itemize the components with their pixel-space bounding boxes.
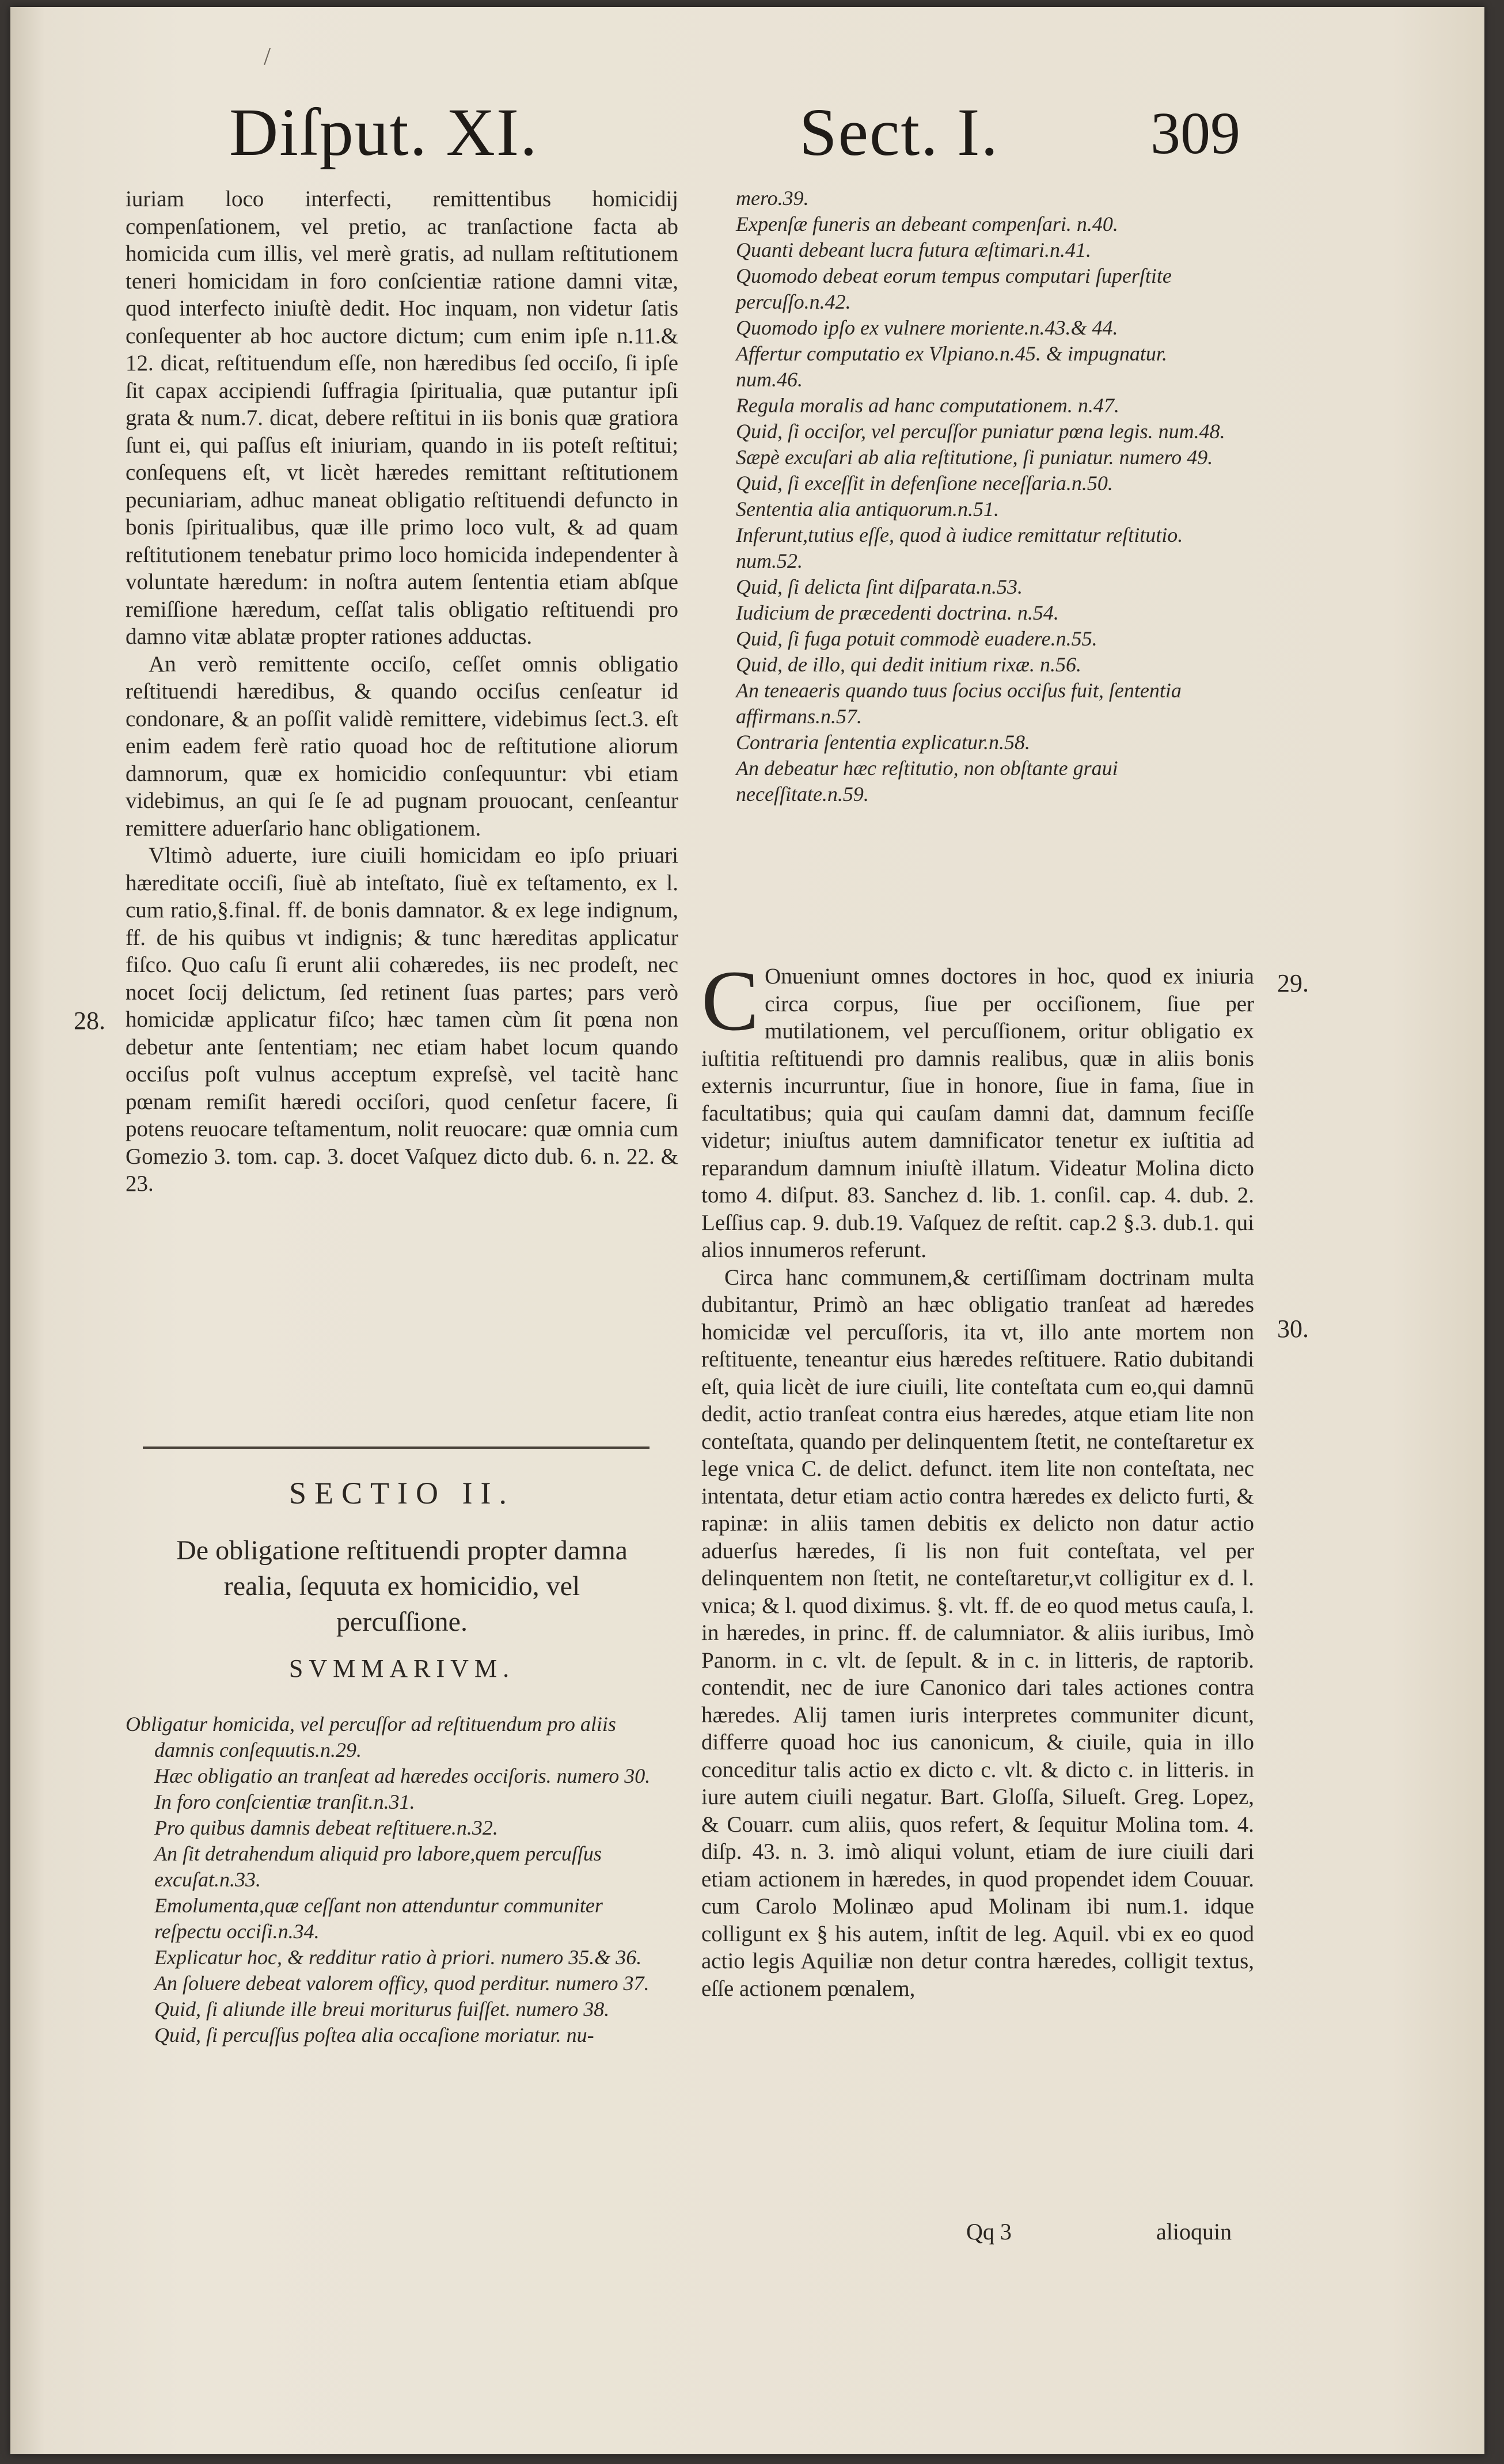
running-head-section: Sect. I. (799, 94, 999, 170)
section-divider-rule (143, 1446, 650, 1449)
summarium-item (707, 315, 1237, 341)
summarium-item-text: Quid, ſi occiſor, vel percuſſor puniatur pœna legis. num.48. (736, 420, 1225, 443)
summarium-item-text: An ſit detrahendum aliquid pro labore,quem percuſſus excuſat.n.33. (154, 1842, 602, 1891)
summarium-item (126, 1789, 655, 1815)
running-head (10, 93, 1484, 174)
section-title: SECTIO II. (289, 1476, 515, 1510)
right-column-body (701, 953, 1254, 2002)
summarium-item (707, 341, 1237, 393)
summarium-item (707, 626, 1237, 652)
paragraph-29 (701, 953, 1254, 1264)
summarium-item (126, 2022, 655, 2048)
summarium-item-text: Quid, ſi delicta ſint diſparata.n.53. (736, 575, 1023, 598)
margin-number-29: 29. (1277, 969, 1309, 997)
signature-mark: Qq 3 (966, 2219, 1012, 2245)
summarium-item (707, 730, 1237, 755)
summarium-item-text: In foro conſcientiæ tranſit.n.31. (154, 1790, 415, 1813)
summarium-list-left (126, 1711, 655, 2048)
summarium-item-text: Quid, ſi fuga potuit commodè euadere.n.55. (736, 627, 1097, 650)
summarium-item (707, 393, 1237, 419)
drop-cap: C (701, 953, 759, 1049)
summarium-item (707, 185, 1237, 211)
summarium-item-text: Explicatur hoc, & redditur ratio à priori. numero 35.& 36. (154, 1946, 642, 1969)
summarium-item-text: An teneaeris quando tuus ſocius occiſus fuit, ſententia affirmans.n.57. (736, 679, 1182, 728)
summarium-item-text: mero.39. (736, 187, 809, 210)
summarium-item-text: Expenſæ funeris an debeant compenſari. n.40. (736, 212, 1118, 236)
left-paragraph-2 (126, 651, 678, 842)
summarium-item (707, 470, 1237, 496)
left-column (126, 185, 678, 1198)
pencil-mark: / (264, 42, 271, 70)
left-paragraph-3-text: Vltimò aduerte, iure ciuili homicidam eo ipſo priuari hæreditate occiſi, ſiuè ab inteſtato, ſiuè ex teſtamento, ex l. cum ratio,§.final. ff. de bonis damnator. & ex lege indignum, ff. de his quibus vt indignis; & tunc hæreditas applicatur fiſco. Quo caſu ſi erunt alii cohæredes, iis nec prodeſt, nec nocet ſocij delictum, ſed retinent ſuas partes; pars verò homicidæ applicatur fiſco; hæc tamen cùm ſit pœna non debetur ante ſententiam; nec etiam habet locum quando occiſus poſt vulnus acceptum expreſsè, vel tacitè hanc pœnam remiſit hæredi occiſori, quod cenſetur facere, ſi potens reuocare teſtamentum, nolit reuocare: quæ omnia cum Gomezio 3. tom. cap. 3. docet Vaſquez dicto dub. 6. n. 22. & 23. (126, 843, 678, 1196)
summarium-item-text: Affertur computatio ex Vlpiano.n.45. & impugnatur. num.46. (736, 342, 1167, 391)
summarium-item-text: Regula moralis ad hanc computationem. n.47. (736, 394, 1119, 417)
summarium-list-right (707, 185, 1237, 807)
summarium-item (126, 1841, 655, 1893)
summarium-item (126, 1971, 655, 1996)
summarium-item (707, 237, 1237, 263)
summarium-item (707, 678, 1237, 730)
margin-number-28: 28. (74, 1007, 105, 1035)
summarium-item-text: An debeatur hæc reſtitutio, non obſtante graui neceſſitate.n.59. (736, 757, 1118, 806)
paragraph-30 (701, 1264, 1254, 2003)
summarium-item (707, 419, 1237, 445)
summarium-item-text: Quid, ſi aliunde ille breui moriturus fuiſſet. numero 38. (154, 1998, 610, 2021)
margin-number-30: 30. (1277, 1315, 1309, 1343)
summarium-item (707, 496, 1237, 522)
summarium-title: SVMMARIVM. (288, 1654, 515, 1683)
summarium-item-text: Quomodo ipſo ex vulnere moriente.n.43.& 44. (736, 316, 1118, 339)
summarium-item-text: Contraria ſententia explicatur.n.58. (736, 731, 1030, 754)
summarium-item-text: Quanti debeant lucra futura æſtimari.n.41. (736, 238, 1091, 261)
paragraph-29-text: Onueniunt omnes doctores in hoc, quod ex iniuria circa corpus, ſiue per occiſionem, ſiue per mutilationem, vel percuſſionem, oritur obligatio ex iuſtitia reſtituendi pro damnis realibus, quæ in aliis bonis externis incurruntur, ſiue in honore, ſiue in fama, ſiue in facultatibus; quia qui cauſam damni dat, damnum feciſſe videtur; iniuſtus autem damnificator tenetur ex iuſtitia ad reparandum damnum iniuſtè illatum. Videatur Molina dicto tomo 4. diſput. 83. Sanchez d. lib. 1. conſil. cap. 4. dub. 2. Leſſius cap. 9. dub.19. Vaſquez de reſtit. cap.2 §.3. dub.1. qui alios innumeros referunt. (701, 964, 1254, 1262)
page-number: 309 (1150, 100, 1240, 166)
summarium-item (707, 755, 1237, 807)
summarium-item (707, 445, 1237, 470)
left-paragraph-2-text: An verò remittente occiſo, ceſſet omnis obligatio reſtituendi hæredibus, & quando occiſus cenſeatur id condonare, & an poſſit validè remittere, videbimus ſect.3. eſt enim eadem ferè ratio quoad hoc de reſtitutione aliorum damnorum, quæ ex homicidio conſequuntur: vbi etiam videbimus, an qui ſe ſe ad pugnam prouocant, cenſeantur remittere aduerſario hanc obligationem. (126, 651, 678, 841)
summarium-item (126, 1945, 655, 1971)
summarium-item-text: Quid, de illo, qui dedit initium rixæ. n.56. (736, 653, 1081, 676)
summarium-item (126, 1893, 655, 1945)
summarium-item (707, 574, 1237, 600)
summarium-item-text: Hæc obligatio an tranſeat ad hæredes occiſoris. numero 30. (154, 1764, 651, 1787)
paragraph-30-text: Circa hanc communem,& certiſſimam doctrinam multa dubitantur, Primò an hæc obligatio tranſeat ad hæredes homicidæ vel percuſſoris, ita vt, illo ante mortem non reſtituente, teneantur eius hæredes reſtituere. Ratio dubitandi eſt, quia licèt de iure ciuili, lite conteſtata cum eo,qui damnū dedit, actio tranſeat contra eius hæredes, atque etiam lite non conteſtata, quando per delinquentem ſtetit, ne conteſtaretur ex lege vnica C. de delict. defunct. item lite non conteſtata, nec intentata, detur etiam actio contra hæredes ex delicto furti, & rapinæ: in aliis tamen debitis ex delicto non datur actio aduerſus hæredes, ſi lis non fuit conteſtata, vel per delinquentem non ſtetit, ne conteſtaretur,vt colligitur ex d. l. vnica; & l. quod diximus. §. vlt. ff. de eo quod metus cauſa, l. in hæredes, in princ. ff. de calumniator. & aliis iuribus, Imò Panorm. in c. vlt. de ſepult. & in c. in litteris, de raptorib. contendit, nec de iure Canonico dari tales actiones contra hæredes. Alij tamen iuris interpretes communiter dicunt, differre quoad hoc ius canonicum, & ciuile, quia in illo conceditur talis actio ex dicto c. vlt. & dicto c. in litteris. in iure autem ciuili negatur. Bart. Gloſſa, Silueſt. Greg. Lopez, & Couarr. cum aliis, quos refert, & ſequitur Molina tom. 4. diſp. 43. n. 3. imò aliqui volunt, etiam de iure ciuili dari etiam actionem in hæredes, in quod propendet idem Couuar. cum Carolo Molinæo apud Molinam ibi num.1. idque colligunt ex § his autem, inſtit de leg. Aquil. vbi ex eo quod actio legis Aquiliæ non detur contra hæredes, colligit textus, eſſe actionem pœnalem, (701, 1265, 1254, 2001)
summarium-item-text: Sententia alia antiquorum.n.51. (736, 498, 999, 521)
section-subtitle: De obligatione reſtituendi propter damna realia, ſequuta ex homicidio, vel percuſſione. (176, 1535, 628, 1637)
catchword: alioquin (1156, 2219, 1232, 2245)
summarium-item-text: Sæpè excuſari ab alia reſtitutione, ſi puniatur. numero 49. (736, 446, 1213, 469)
summarium-item-text: Emolumenta,quæ ceſſant non attenduntur communiter reſpectu occiſi.n.34. (154, 1894, 603, 1943)
summarium-item-text: Pro quibus damnis debeat reſtituere.n.32. (154, 1816, 498, 1839)
running-head-disputation: Diſput. XI. (229, 94, 538, 170)
summarium-item-text: Quid, ſi exceſſit in defenſione neceſſaria.n.50. (736, 472, 1113, 495)
summarium-item-text: Iudicium de præcedenti doctrina. n.54. (736, 601, 1059, 624)
summarium-item (126, 1711, 655, 1763)
summarium-item (707, 600, 1237, 626)
book-page (10, 7, 1484, 2454)
summarium-item (707, 652, 1237, 678)
summarium-item-text: Obligatur homicida, vel percuſſor ad reſtituendum pro aliis damnis conſequutis.n.29. (126, 1713, 616, 1761)
summarium-item (707, 522, 1237, 574)
summarium-item (707, 211, 1237, 237)
summarium-item (126, 1815, 655, 1841)
left-paragraph-1: iuriam loco interfecti, remittentibus homicidij compenſationem, vel pretio, ac tranſactione facta ab homicida cum illis, vel merè gratis, ad nullam reſtitutionem teneri homicidam in foro conſcientiæ ratione damni vitæ, quod interfecto iniuſtè dedit. Hoc inquam, non videtur ſatis conſequenter ab hoc auctore dictum; cum enim ipſe n.11.& 12. dicat, reſtituendum eſſe, non hæredibus ſed occiſo, ſi ipſe ſit capax accipiendi ſuffragia ſpiritualia, quæ putantur ipſi grata & num.7. dicat, debere reſtitui in iis bonis quæ gratiora ſunt ei, qui paſſus eſt iniuriam, quando in iis poteſt reſtitui; conſequens eſt, vt licèt hæredes remittant reſtitutionem pecuniariam, adhuc maneat obligatio reſtituendi defuncto in bonis ſpiritualibus, quæ ille primo loco vult, & ad quam reſtitutionem tenebatur primo loco homicida independenter à voluntate hæredum: in noſtra autem ſententia etiam abſque remiſſione hæredum, ceſſat talis obligatio reſtituendi pro damno vitæ ablatæ propter rationes adductas. (126, 187, 678, 649)
summarium-item (126, 1763, 655, 1789)
summarium-item-text: Inferunt,tutius eſſe, quod à iudice remittatur reſtitutio. num.52. (736, 523, 1183, 572)
summarium-item (126, 1996, 655, 2022)
summarium-item-text: Quid, ſi percuſſus poſtea alia occaſione moriatur. nu- (154, 2023, 594, 2047)
left-paragraph-3 (126, 842, 678, 1198)
summarium-item-text: An ſoluere debeat valorem officy, quod perditur. numero 37. (154, 1972, 650, 1995)
summarium-item (707, 263, 1237, 315)
summarium-item-text: Quomodo debeat eorum tempus computari ſuperſtite percuſſo.n.42. (736, 264, 1172, 313)
